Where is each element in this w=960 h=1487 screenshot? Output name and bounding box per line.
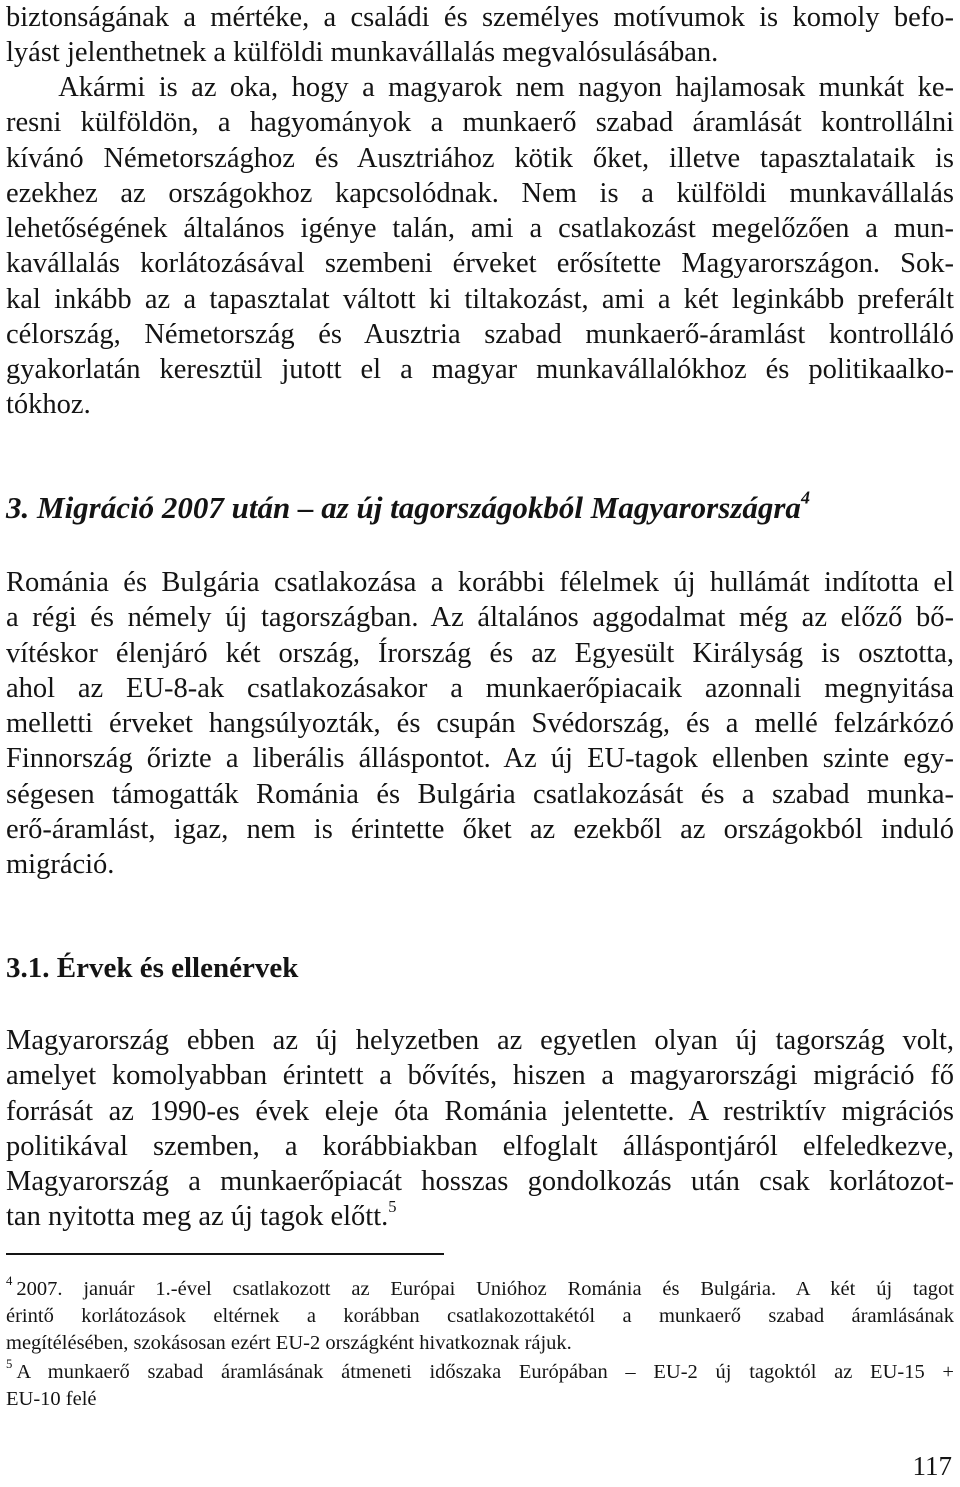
footnote-separator [6,1253,444,1255]
text-line: ségesen támogatták Románia és Bulgária csatlakozását és a szabad munka- [6,779,954,810]
section-heading-text: 3. Migráció 2007 után – az új tagországokból Magyarországra [6,490,801,525]
footnote-text: 2007. január 1.-ével csatlakozott az Európai Unióhoz Románia és Bulgária. A két új tagot [16,1278,954,1300]
text-line: Akármi is az oka, hogy a magyarok nem nagyon hajlamosak munkát ke- [6,72,954,103]
footnote-line: érintő korlátozások eltérnek a korábban csatlakozottakétól a munkaerő szabad áramlásának [6,1305,954,1327]
footnote-line: EU-10 felé [6,1388,97,1410]
text-line: lyást jelenthetnek a külföldi munkavállalás megvalósulásában. [6,37,719,68]
text-line: politikával szemben, a korábbiakban elfoglalt álláspontjáról elfeledkezve, [6,1131,954,1162]
text-line [6,1196,954,1235]
footnote-line [6,1359,954,1386]
text-line: forrását az 1990-es évek eleje óta Románia jelentette. A restriktív migrációs [6,1096,954,1127]
footnote-line [6,1276,954,1303]
footnote-text: A munkaerő szabad áramlásának átmeneti időszaka Európában – EU-2 új tagoktól az EU-15 + [16,1361,954,1383]
text-line: amelyet komolyabban érintett a bővítés, hiszen a magyarországi migráció fő [6,1060,954,1091]
text-line: migráció. [6,849,115,880]
text-line: kavállalás korlátozásával szembeni érveket erősítette Magyarországon. Sok- [6,248,954,279]
text-line: Magyarország a munkaerőpiacát hosszas gondolkozás után csak korlátozot- [6,1166,954,1197]
text-line: Magyarország ebben az új helyzetben az egyetlen olyan új tagország volt, [6,1025,954,1056]
page-number: 117 [912,1451,952,1481]
footnote-reference: 5 [388,1196,397,1216]
text-line: Finnország őrizte a liberális álláspontot. Az új EU-tagok ellenben szinte egy- [6,743,954,774]
text-line: erő-áramlást, igaz, nem is érintette őket az ezekből az országokból induló [6,814,954,845]
text-line: célország, Németország és Ausztria szabad munkaerő-áramlást kontrolláló [6,319,954,350]
text-line: Románia és Bulgária csatlakozása a korábbi félelmek új hullámát indította el [6,567,954,598]
footnote-marker: 4 [6,1274,13,1289]
text-line: kívánó Németországhoz és Ausztriához kötik őket, illetve tapasztalataik is [6,143,954,174]
footnote-line: megítélésében, szokásosan ezért EU-2 országként hivatkoznak rájuk. [6,1332,572,1354]
text-line: lehetőségének általános igénye talán, ami a csatlakozást megelőzően a mun- [6,213,954,244]
text-line: melletti érveket hangsúlyozták, és csupán Svédország, és a mellé felzárkózó [6,708,954,739]
text-line: ezekhez az országokhoz kapcsolódnak. Nem is a külföldi munkavállalás [6,178,954,209]
text-line: ahol az EU-8-ak csatlakozásakor a munkaerőpiacaik azonnali megnyitása [6,673,954,704]
footnote-reference: 4 [800,487,810,508]
text-line-content: tan nyitotta meg az új tagok előtt. [6,1201,389,1232]
text-line: resni külföldön, a hagyományok a munkaerő szabad áramlását kontrollálni [6,107,954,138]
text-line: gyakorlatán keresztül jutott el a magyar munkavállalókhoz és politikaalko- [6,354,954,385]
footnote-marker: 5 [6,1357,13,1372]
text-line: vítéskor élenjáró két ország, Írország és az Egyesült Királyság is osztotta, [6,638,954,669]
section-heading [6,488,954,528]
text-line: biztonságának a mértéke, a családi és személyes motívumok is komoly befo- [6,2,954,33]
text-line: tókhoz. [6,389,91,420]
text-line: kal inkább az a tapasztalat váltott ki tiltakozást, ami a két leginkább preferált [6,284,954,315]
text-line: a régi és némely új tagországban. Az általános aggodalmat még az előző bő- [6,602,954,633]
subsection-heading: 3.1. Érvek és ellenérvek [6,952,299,984]
